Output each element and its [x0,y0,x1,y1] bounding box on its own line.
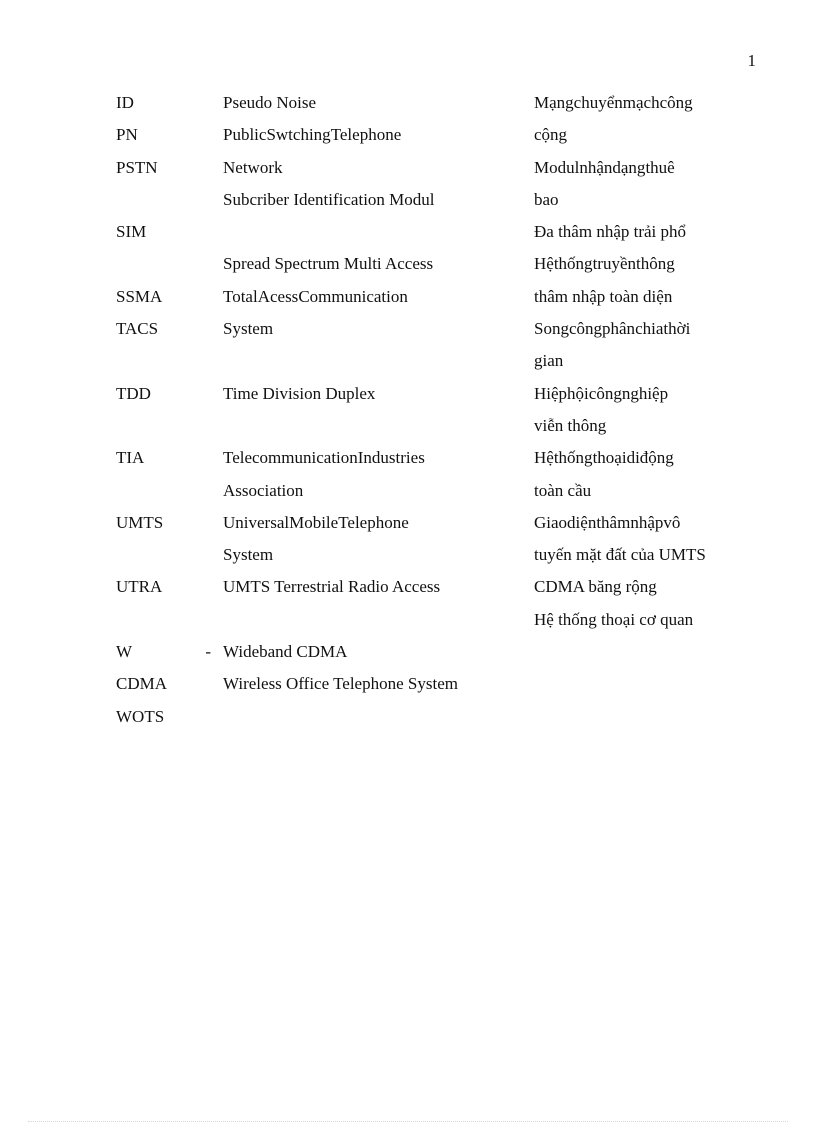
vietnamese-term-column [534,87,746,636]
abbreviation-line: CDMA [116,674,168,694]
vietnamese-term-line: bao [534,189,559,209]
vietnamese-term-line-word: Hệ [534,254,554,274]
vietnamese-term-line [534,248,746,280]
abbreviation-line: PN [116,125,138,145]
vietnamese-term-line-word: thoại [592,448,627,468]
abbreviation-line: TDD [116,383,151,403]
abbreviation-line: TACS [116,319,159,339]
vietnamese-term-line-word: phân [602,319,636,339]
english-term-line: Subcriber Identification Modul [223,189,435,209]
footer-dotted-rule [28,1121,788,1122]
english-term-line-word: Acess [257,286,299,306]
vietnamese-term-line-word: nhập [630,512,664,532]
vietnamese-term-line-word: chia [635,319,664,339]
abbreviation-line: WOTS [116,706,165,726]
vietnamese-term-line: tuyến mặt đất của UMTS [534,545,706,565]
vietnamese-term-line-word: vô [663,512,681,532]
vietnamese-term-line: gian [534,351,564,371]
english-term-line-word: Total [223,286,258,306]
vietnamese-term-line: Hệ thống thoại cơ quan [534,609,694,629]
vietnamese-term-line [534,442,746,474]
abbreviation-line [116,184,211,216]
english-term-line [223,604,519,636]
english-term-line [223,345,519,377]
abbreviation-line-part: - [205,642,211,662]
abbreviation-line [116,410,211,442]
abbreviation-line [116,475,211,507]
vietnamese-term-line-word: di [626,448,640,468]
vietnamese-term-line [534,378,746,410]
vietnamese-term-line-word: động [639,448,674,468]
abbreviation-line [116,636,211,668]
vietnamese-term-line-word: thống [553,254,593,274]
english-term-line-word: Telecommunication [223,448,358,468]
vietnamese-term-line [534,87,746,119]
vietnamese-term-line-word: thống [553,448,593,468]
vietnamese-term-line-word: Song [534,319,569,339]
english-term-line [223,119,519,151]
abbreviation-line: ID [116,93,134,112]
vietnamese-term-line-word: nghiệp [621,383,669,403]
vietnamese-term-line-word: thuê [645,157,675,177]
english-term-line [223,216,519,248]
vietnamese-term-line-word: dạng [612,157,646,177]
abbreviation-line: UTRA [116,577,163,597]
english-term-line-word: Universal [223,512,290,532]
vietnamese-term-line-word: thông [636,254,675,274]
vietnamese-term-line: toàn cầu [534,480,592,500]
english-term-line: Wideband CDMA [223,642,348,662]
abbreviation-column [116,87,211,733]
english-term-line: Spread Spectrum Multi Access [223,254,434,274]
abbreviation-line: UMTS [116,512,164,532]
vietnamese-term-line-word: nhận [579,157,613,177]
vietnamese-term-line [534,507,746,539]
abbreviation-line: SSMA [116,286,163,306]
vietnamese-term-line: thâm nhập toàn diện [534,286,673,306]
vietnamese-term-line-word: diện [567,512,597,532]
vietnamese-term-line-word: truyền [592,254,636,274]
abbreviation-line: TIA [116,448,145,468]
vietnamese-term-line-word: Modul [534,157,580,177]
vietnamese-term-line-word: Hiệp [534,383,568,403]
english-term-line-word: Mobile [289,512,339,532]
abbreviation-line: SIM [116,222,147,242]
english-term-line-word: Industries [357,448,425,468]
english-term-line-word: Communication [298,286,408,306]
vietnamese-term-line-word: công [568,319,603,339]
english-term-column [223,87,519,701]
english-term-line [223,507,519,539]
abbreviation-line-part: W [116,642,133,662]
abbreviation-line [116,345,211,377]
english-term-line: Pseudo Noise [223,93,317,112]
english-term-line-word: Swtching [266,125,331,145]
vietnamese-term-line-word: chuyển [573,93,623,112]
abbreviation-line [116,248,211,280]
vietnamese-term-line-word: thâm [596,512,631,532]
vietnamese-term-line [534,152,746,184]
english-term-line-word: Public [223,125,267,145]
english-term-line: Wireless Office Telephone System [223,674,458,694]
vietnamese-term-line-word: thời [663,319,691,339]
abbreviation-line [116,604,211,636]
english-term-line: System [223,545,274,565]
vietnamese-term-line: Đa thâm nhập trải phổ [534,222,687,242]
english-term-line [223,442,519,474]
vietnamese-term-line-word: mạch [622,93,660,112]
english-term-line: UMTS Terrestrial Radio Access [223,577,441,597]
vietnamese-term-line [534,313,746,345]
page-number: 1 [747,51,756,70]
english-term-line: Association [223,480,304,500]
english-term-line [223,410,519,442]
abbreviation-line: PSTN [116,157,158,177]
vietnamese-term-line: cộng [534,125,568,145]
vietnamese-term-line-word: Mạng [534,93,574,112]
english-term-line-word: Telephone [338,512,409,532]
vietnamese-term-line-word: công [588,383,622,403]
vietnamese-term-line-word: công [659,93,693,112]
vietnamese-term-line-word: hội [567,383,589,403]
vietnamese-term-line-word: Hệ [534,448,554,468]
abbreviation-line [116,539,211,571]
english-term-line: Time Division Duplex [223,383,376,403]
english-term-line [223,281,519,313]
english-term-line: System [223,319,274,339]
english-term-line: Network [223,157,283,177]
vietnamese-term-line-word: Giao [534,512,568,532]
vietnamese-term-line: CDMA băng rộng [534,577,657,597]
vietnamese-term-line: viễn thông [534,415,607,435]
english-term-line-word: Telephone [330,125,402,145]
